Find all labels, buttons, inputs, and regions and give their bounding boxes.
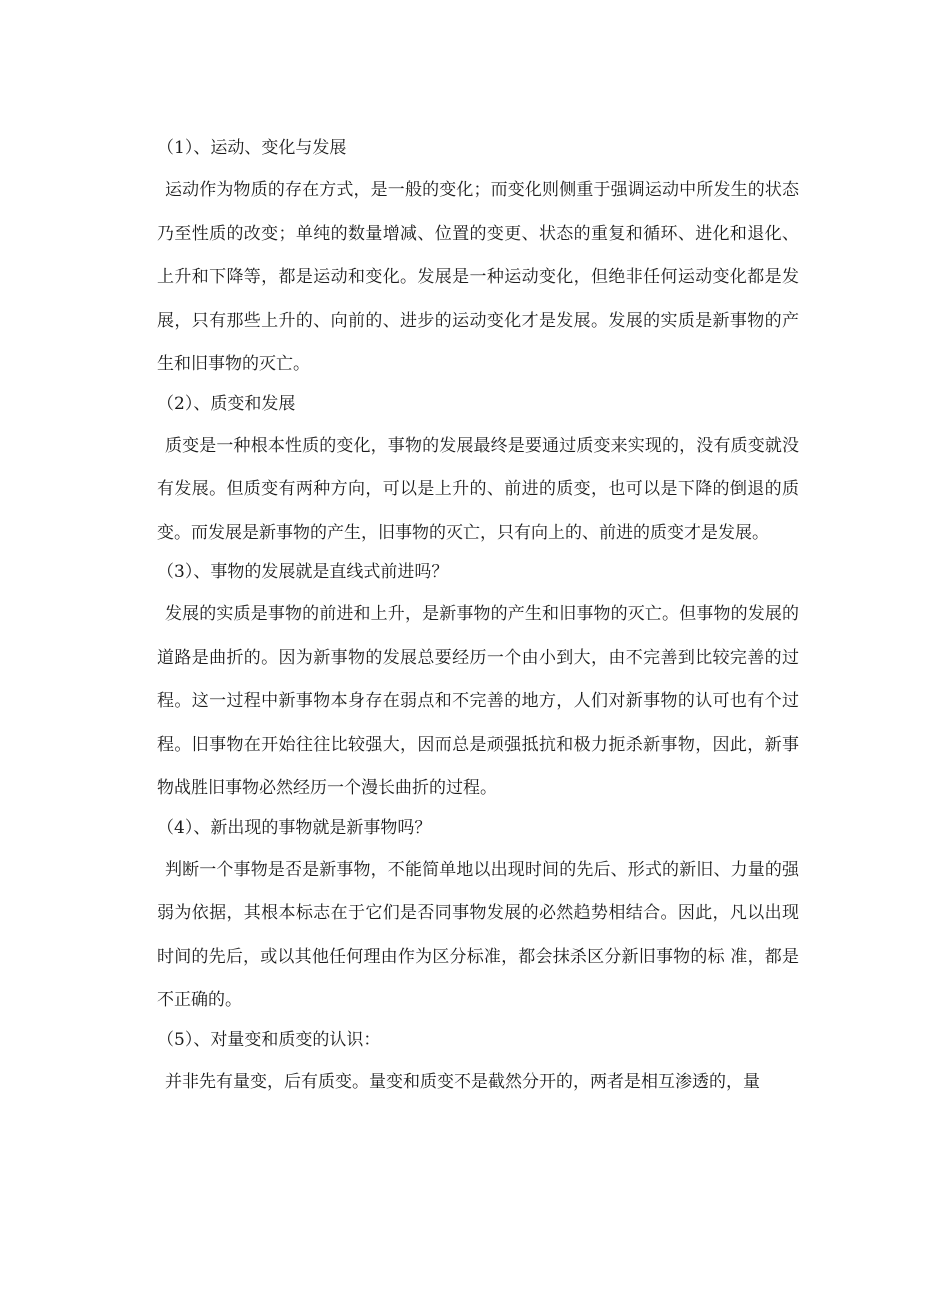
section-2-paragraph: 质变是一种根本性质的变化，事物的发展最终是要通过质变来实现的，没有质变就没有发展。但质变有两种方向，可以是上升的、前进的质变，也可以是下降的倒退的质变。而发展是新事物的产生，旧事物的灭亡，只有向上的、前进的质变才是发展。 — [157, 435, 799, 543]
section-1-heading: （1）、运动、变化与发展 — [157, 138, 347, 158]
section-2-heading: （2）、质变和发展 — [157, 393, 296, 414]
section-1-paragraph: 运动作为物质的存在方式，是一般的变化；而变化则侧重于强调运动中所发生的状态乃至性质的改变；单纯的数量增减、位置的变更、状态的重复和循环、进化和退化、上升和下降等，都是运动和变化。发展是一种运动变化，但绝非任何运动变化都是发展，只有那些上升的、向前的、进步的运动变化才是发展。发展的实质是新事物的产生和旧事物的灭亡。 — [157, 180, 799, 374]
section-3-heading: （3）、事物的发展就是直线式前进吗？ — [157, 562, 449, 582]
section-4-paragraph: 判断一个事物是否是新事物，不能简单地以出现时间的先后、形式的新旧、力量的强弱为依据，其根本标志在于它们是否同事物发展的必然趋势相结合。因此，凡以出现时间的先后，或以其他任何理由作为区分标准，都会抹杀区分新旧事物的标 准，都是不正确的。 — [157, 859, 799, 1010]
document-page — [157, 135, 799, 1108]
section-5-paragraph: 并非先有量变，后有质变。量变和质变不是截然分开的，两者是相互渗透的，量 — [165, 1071, 760, 1092]
section-3-paragraph: 发展的实质是事物的前进和上升，是新事物的产生和旧事物的灭亡。但事物的发展的道路是曲折的。因为新事物的发展总要经历一个由小到大，由不完善到比较完善的过程。这一过程中新事物本身存在弱点和不完善的地方，人们对新事物的认可也有个过程。旧事物在开始往往比较强大，因而总是顽强抵抗和极力扼杀新事物，因此，新事物战胜旧事物必然经历一个漫长曲折的过程。 — [157, 604, 799, 798]
section-5-heading: （5）、对量变和质变的认识： — [157, 1029, 381, 1050]
section-4-heading: （4）、新出现的事物就是新事物吗？ — [157, 817, 432, 838]
